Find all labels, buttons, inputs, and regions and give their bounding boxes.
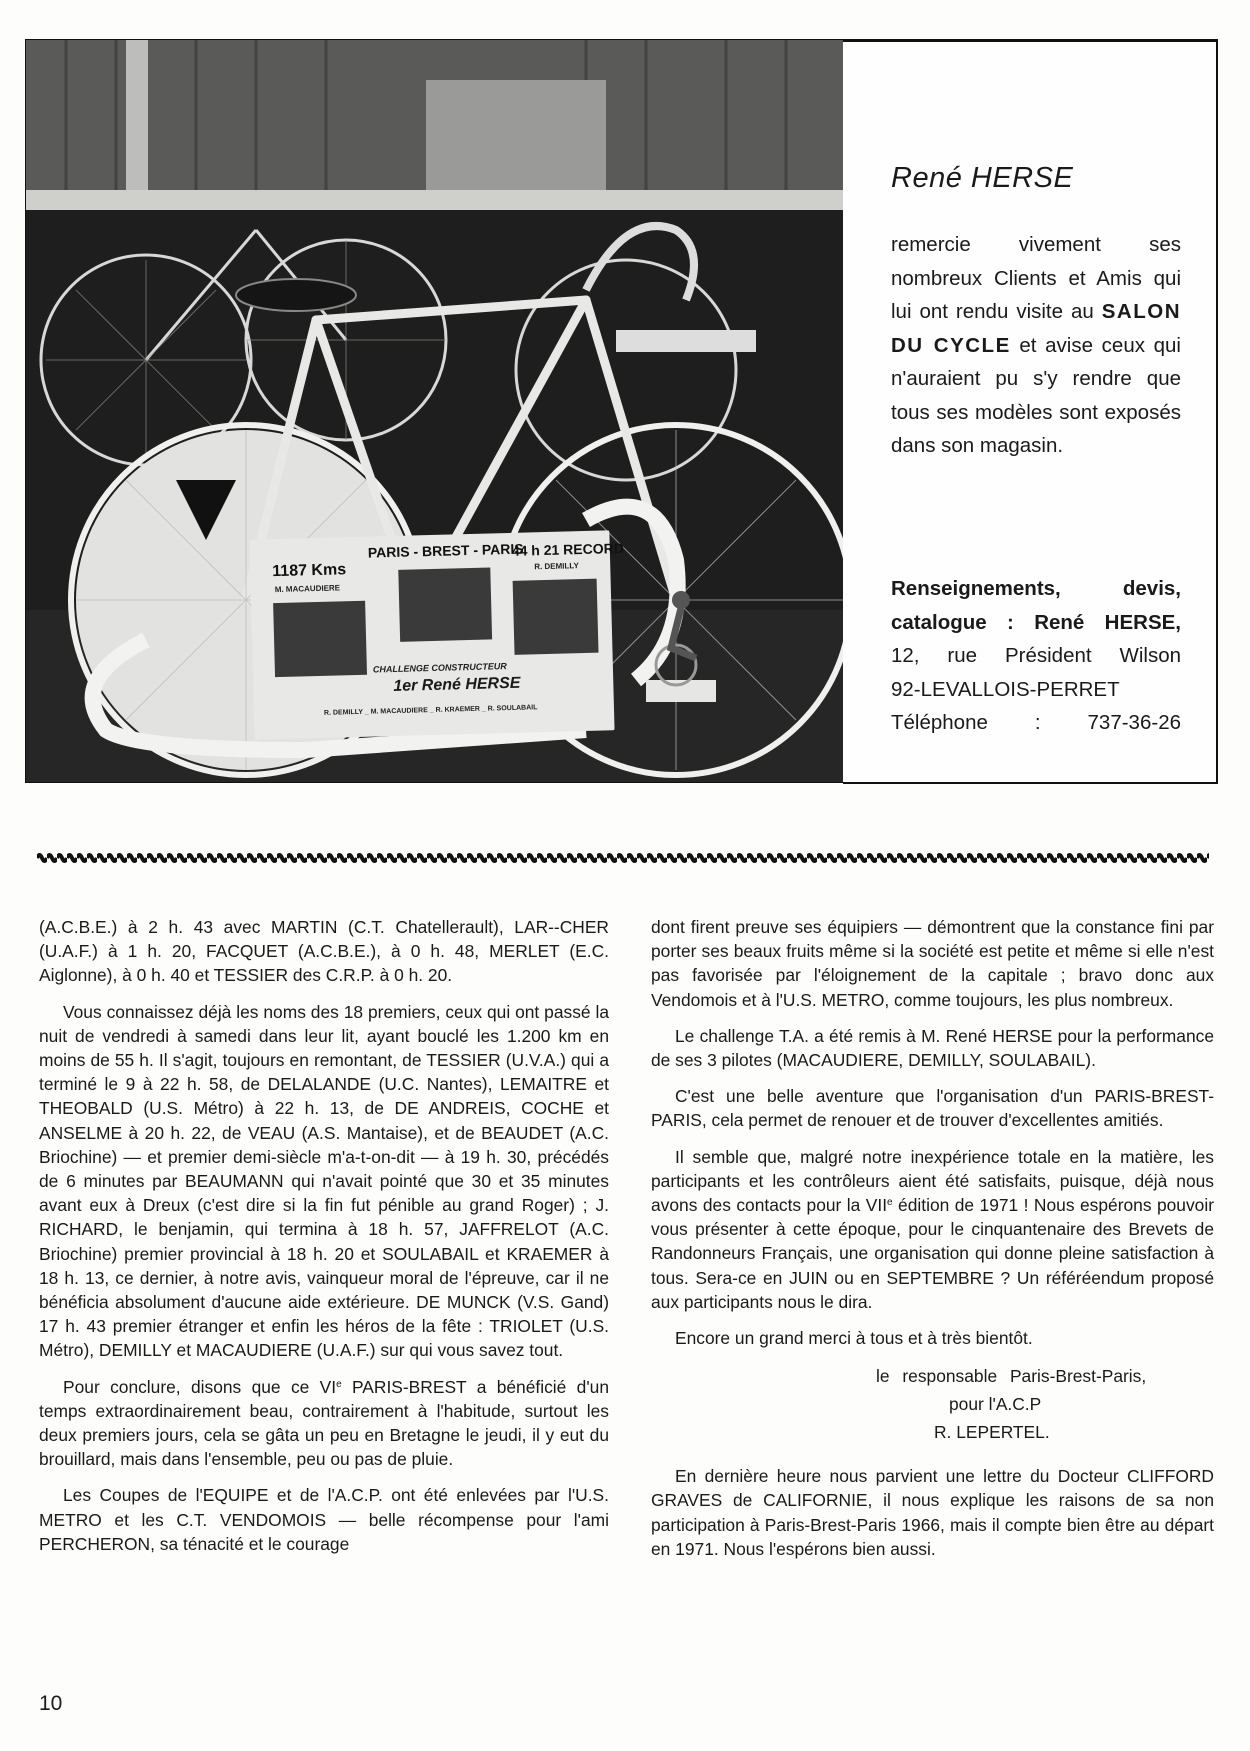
signature-name: R. LEPERTEL.: [934, 1422, 1050, 1443]
paragraph: Encore un grand merci à tous et à très bientôt.: [675, 1328, 1033, 1349]
contact-line-2: catalogue : René HERSE,: [891, 610, 1181, 634]
paragraph: (A.C.B.E.) à 2 h. 43 avec MARTIN (C.T. Chatellerault), LAR--CHER (U.A.F.) à 1 h. 20, FACQUET (A.C.B.E.), à 0 h. 48, MERLET (E.C. Aiglonne), à 0 h. 40 et TESSIER des C.R.P. à 0 h. 20.: [39, 917, 609, 986]
ad-text-box: [843, 39, 1218, 784]
paragraph: dont firent preuve ses équipiers — démontrent que la constance fini par porter ses beaux fruits même si la société est petite et même si elle n'est pas favorisée par l'éloignement de la capitale ; bravo donc aux Vendomois et à l'U.S. METRO, comme toujours, les plus nombreux.: [651, 917, 1214, 1010]
sign-right-heading: 44 h 21 RECORD: [511, 539, 625, 559]
paragraph: C'est une belle aventure que l'organisation d'un PARIS-BREST-PARIS, cela permet de renouer et de trouver d'excellentes amitiés.: [651, 1086, 1214, 1131]
contact-address: 12, rue Président Wilson: [891, 644, 1181, 667]
ad-body-text-end: et avise ceux qui n'auraient pu s'y rendre que tous ses modèles sont exposés dans son magasin.: [891, 333, 1181, 457]
sign-photo-center: [398, 567, 492, 641]
bicycle-exhibit-photo: [25, 39, 845, 783]
sign-left-sub: M. MACAUDIERE: [274, 583, 341, 595]
ad-title: René HERSE: [891, 162, 1074, 194]
sign-challenge: CHALLENGE CONSTRUCTEUR: [372, 661, 507, 675]
sign-left-heading: 1187 Kms: [272, 561, 347, 581]
sign-right-sub: R. DEMILLY: [534, 561, 579, 572]
signature-role: le responsable Paris-Brest-Paris,: [876, 1366, 1147, 1387]
paragraph: [39, 1375, 609, 1472]
phone-separator: :: [1034, 711, 1041, 734]
paragraph: [651, 1145, 1214, 1314]
sign-photo-right: [513, 579, 599, 655]
ad-body: [891, 228, 1181, 463]
article-column-right: [651, 915, 1214, 1573]
paris-brest-paris-sign: [249, 530, 625, 739]
page-number: 10: [39, 1692, 63, 1715]
salon-du-cycle: SALON DU CYCLE: [891, 300, 1181, 357]
signature-block: [651, 1362, 1214, 1446]
contact-phone-row: [891, 706, 1181, 740]
paragraph: Les Coupes de l'EQUIPE et de l'A.C.P. ont été enlevées par l'U.S. METRO et les C.T. VENDOMOIS — belle récompense pour l'ami PERCHERON, sa ténacité et le courage: [39, 1485, 609, 1554]
signature-org: pour l'A.C.P: [949, 1394, 1042, 1415]
paragraph: Le challenge T.A. a été remis à M. René HERSE pour la performance de ses 3 pilotes (MACAUDIERE, DEMILLY, SOULABAIL).: [651, 1025, 1214, 1071]
contact-line-1: Renseignements, devis,: [891, 577, 1181, 600]
sign-photo-left: [273, 601, 367, 677]
sign-center-heading: PARIS - BREST - PARIS: [367, 540, 524, 561]
paragraph-text: Pour conclure, disons que ce VI: [63, 1376, 337, 1397]
phone-label: Téléphone: [891, 711, 988, 734]
paragraph: En dernière heure nous parvient une lettre du Docteur CLIFFORD GRAVES de CALIFORNIE, il nous explique les raisons de sa non participation à Paris-Brest-Paris 1966, mais il compte bien être au départ en 1971. Nous l'espérons bien aussi.: [651, 1466, 1214, 1559]
herse-advertisement: [25, 39, 1216, 781]
superscript: e: [336, 1378, 342, 1390]
contact-city: 92-LEVALLOIS-PERRET: [891, 677, 1120, 701]
paragraph-text: PARIS-BREST a bénéficié d'un temps extraordinairement beau, contrairement à l'habitude, surtout les deux premiers jours, cela se gâta un peu en Bretagne le jeudi, il y eut du brouillard, mais dans l'ensemble, peu ou pas de pluie.: [39, 1376, 609, 1470]
ad-body-text: remercie vivement ses nombreux Clients et Amis qui lui ont rendu visite au: [891, 233, 1181, 323]
ad-contact: [891, 572, 1181, 740]
article-column-left: [39, 915, 609, 1568]
superscript: e: [887, 1197, 893, 1209]
sign-riders: R. DEMILLY _ M. MACAUDIERE _ R. KRAEMER _ R. SOULABAIL: [323, 704, 538, 717]
phone-number: 737-36-26: [1087, 711, 1181, 734]
paragraph-text: édition de 1971 ! Nous espérons pouvoir vous présenter à cette époque, pour le cinquantenaire des Brevets de Randonneurs Français, une organisation qui donne pleine satisfaction à tous. Sera-ce en JUIN ou en SEPTEMBRE ? Un référéendum proposé aux participants nous le dira.: [651, 1195, 1215, 1312]
paragraph: Vous connaissez déjà les noms des 18 premiers, ceux qui ont passé la nuit de vendredi à samedi dans leur lit, ayant bouclé les 1.200 km en moins de 55 h. Il s'agit, toujours en remontant, de TESSIER (U.V.A.) qui a terminé le 9 à 22 h. 58, de DELALANDE (U.C. Nantes), LEMAITRE et THEOBALD (U.S. Métro) à 22 h. 13, de DE ANDREIS, COCHE et ANSELME à 20 h. 22, de VEAU (A.S. Mantaise), et de BEAUDET (A.C. Briochine) — et premier demi-siècle m'a-t-on-dit — à 19 h. 30, précédés de 6 minutes par BEAUMANN qui n'avait pointé que 30 et 35 minutes avant eux à Dreux (c'est dire si la fin fut pénible au grand Roger) ; J. RICHARD, le benjamin, qui termina à 18 h. 57, JAFFRELOT (A.C. Briochine) premier provincial à 18 h. 20 et SOULABAIL et KRAEMER à 18 h. 13, ce dernier, à notre avis, vainqueur moral de l'épreuve, car il ne bénéficia absolument d'aucune aide extérieure. DE MUNCK (V.S. Gand) 17 h. 43 premier étranger et enfin les héros de la fête : TRIOLET (U.S. Métro), DEMILLY et MACAUDIERE (U.A.F.) sur qui vous savez tout.: [39, 1001, 609, 1361]
paragraph-text: Il semble que, malgré notre inexpérience totale en la matière, les participants et les contrôleurs aient été satisfaits, puisque, déjà nous avons des contacts pour la VII: [651, 1146, 1214, 1216]
sign-winner: 1er René HERSE: [393, 674, 521, 696]
wavy-divider: [37, 851, 1209, 865]
